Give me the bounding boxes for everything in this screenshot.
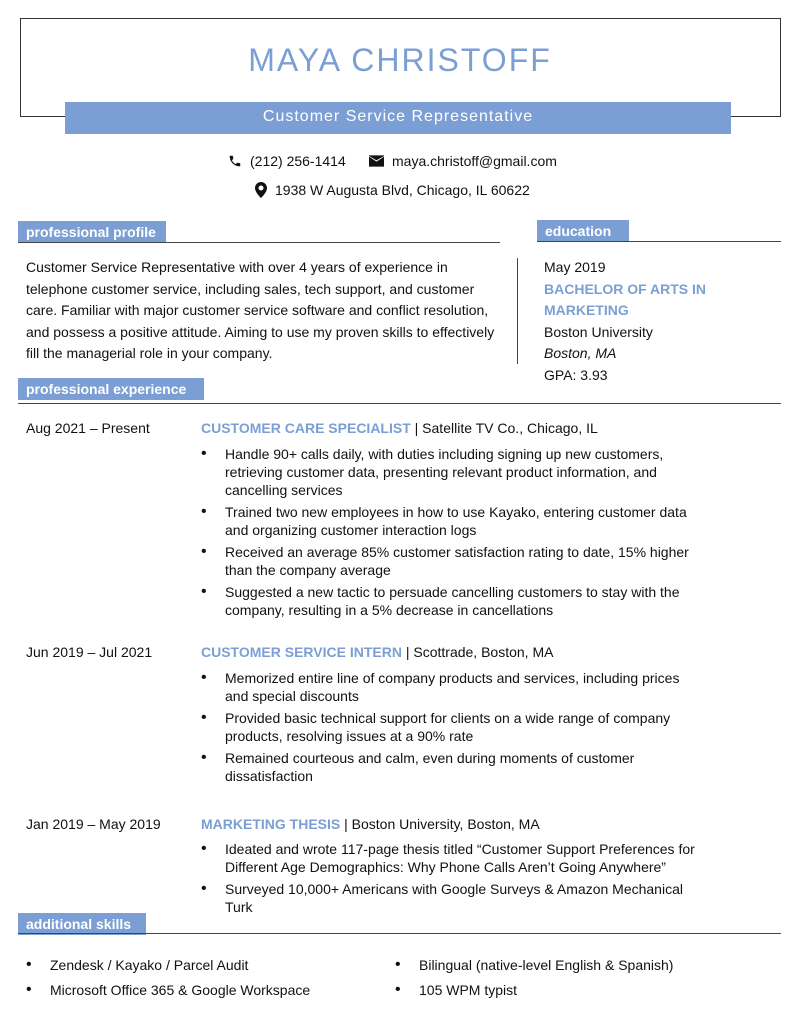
education-location: Boston, MA xyxy=(544,345,617,361)
list-item: • Received an average 85% customer satisfaction rating to date, 15% higher than the company average xyxy=(201,543,701,579)
job-title-banner: Customer Service Representative xyxy=(262,108,534,125)
skills-left xyxy=(26,956,386,1003)
phone-icon xyxy=(228,154,242,168)
job-header xyxy=(201,418,761,440)
job-title: MARKETING THESIS xyxy=(201,816,341,832)
job-dates: Jun 2019 – Jul 2021 xyxy=(26,644,153,660)
profile-text: Customer Service Representative with over 4 years of experience in telephone customer service, including sales, tech support, and customer care. Familiar with major customer service software and conflict resolution, and possess a positive attitude. Aiming to use my proven skills to effectively fill the managerial role in your company. xyxy=(26,259,495,361)
column-divider xyxy=(517,258,518,364)
job-bullets xyxy=(201,840,701,920)
list-item: • 105 WPM typist xyxy=(395,981,775,999)
email-text: maya.christoff@gmail.com xyxy=(392,153,557,169)
list-item: • Suggested a new tactic to persuade cancelling customers to stay with the company, resulting in a 5% decrease in cancellations xyxy=(201,583,701,619)
list-item: • Remained courteous and calm, even during moments of customer dissatisfaction xyxy=(201,749,701,785)
list-item: • Provided basic technical support for clients on a wide range of company products, resolving issues at a 90% rate xyxy=(201,709,701,745)
job-header xyxy=(201,814,761,836)
phone-text: (212) 256-1414 xyxy=(250,153,346,169)
address-contact xyxy=(255,182,530,198)
job-org: | Scottrade, Boston, MA xyxy=(401,644,554,660)
job-title: CUSTOMER CARE SPECIALIST xyxy=(201,420,411,436)
list-item: • Microsoft Office 365 & Google Workspace xyxy=(26,981,386,999)
section-heading-experience: professional experience xyxy=(18,378,204,400)
resume-name: MAYA CHRISTOFF xyxy=(248,42,552,78)
phone-contact xyxy=(228,153,346,169)
job-header xyxy=(201,642,761,664)
section-heading-profile: professional profile xyxy=(18,221,166,243)
job-title: CUSTOMER SERVICE INTERN xyxy=(201,644,402,660)
list-item: • Surveyed 10,000+ Americans with Google Surveys & Amazon Mechanical Turk xyxy=(201,880,701,916)
list-item: • Memorized entire line of company products and services, including prices and special discounts xyxy=(201,669,701,705)
education-block xyxy=(544,257,784,386)
job-org: | Satellite TV Co., Chicago, IL xyxy=(410,420,598,436)
divider xyxy=(537,241,781,242)
job-org: | Boston University, Boston, MA xyxy=(340,816,540,832)
education-degree: BACHELOR OF ARTS IN MARKETING xyxy=(544,280,707,318)
email-contact xyxy=(369,153,557,169)
list-item: • Ideated and wrote 117-page thesis titled “Customer Support Preferences for Different Age Demographics: Why Phone Calls Aren’t Going Anywhere” xyxy=(201,840,701,876)
map-pin-icon xyxy=(255,182,267,198)
address-text: 1938 W Augusta Blvd, Chicago, IL 60622 xyxy=(275,182,530,198)
job-dates: Jan 2019 – May 2019 xyxy=(26,816,161,832)
job-bullets xyxy=(201,445,701,623)
education-school: Boston University xyxy=(544,323,653,340)
divider xyxy=(18,242,500,243)
list-item: • Handle 90+ calls daily, with duties including signing up new customers, retrieving customer data, presenting relevant product information, and cancelling services xyxy=(201,445,701,499)
divider xyxy=(18,933,781,934)
section-heading-education: education xyxy=(537,220,629,242)
divider xyxy=(18,403,781,404)
job-dates: Aug 2021 – Present xyxy=(26,420,150,436)
list-item: • Zendesk / Kayako / Parcel Audit xyxy=(26,956,386,974)
education-date: May 2019 xyxy=(544,259,606,275)
education-gpa: GPA: 3.93 xyxy=(544,366,608,383)
skills-right xyxy=(395,956,775,1003)
envelope-icon xyxy=(369,155,384,167)
job-bullets xyxy=(201,669,701,789)
list-item: • Bilingual (native-level English & Spanish) xyxy=(395,956,775,974)
list-item: • Trained two new employees in how to use Kayako, entering customer data and organizing customer interaction logs xyxy=(201,503,701,539)
section-heading-skills: additional skills xyxy=(18,913,146,935)
